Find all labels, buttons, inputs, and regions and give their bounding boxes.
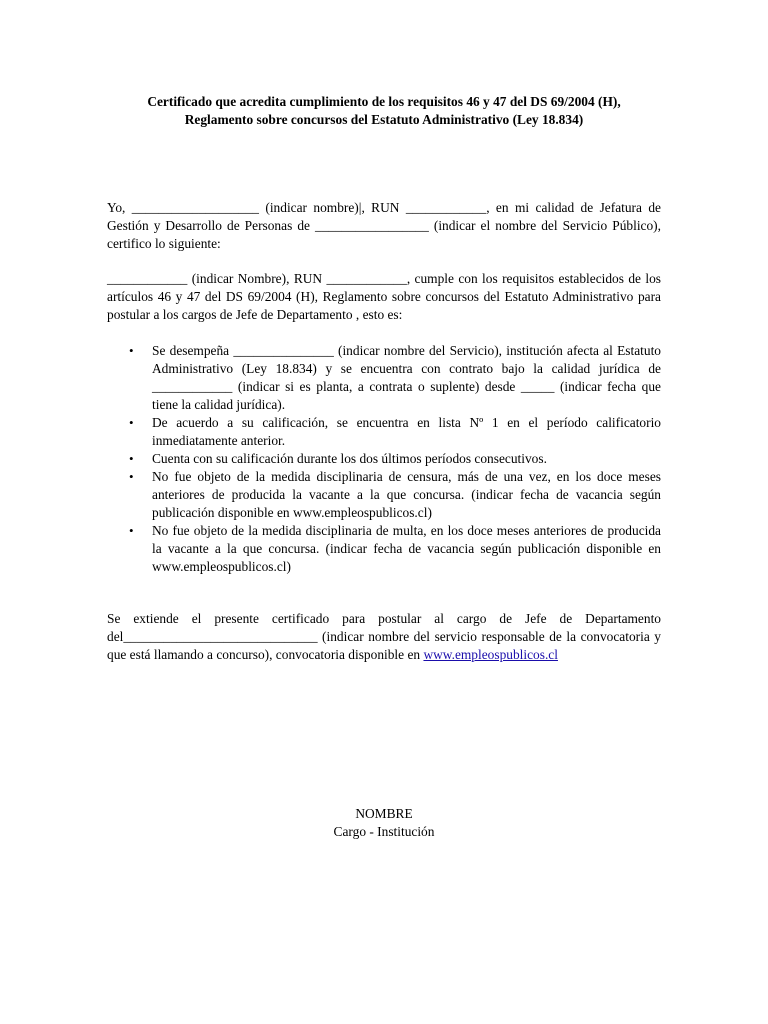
- signature-name: NOMBRE: [355, 806, 413, 821]
- list-item: [107, 342, 661, 414]
- closing-text: Se extiende el presente certificado para postular al cargo de Jefe de Departamento del_____________________________ (indicar nombre del servicio responsable de la convocatoria y que está llamando a concurso), convocatoria disponible en: [107, 611, 661, 662]
- list-item: [107, 450, 661, 468]
- bullet-icon: •: [129, 343, 134, 358]
- list-item: [107, 414, 661, 450]
- document-title: [100, 93, 668, 129]
- list-item-text: Se desempeña _______________ (indicar nombre del Servicio), institución afecta al Estatuto Administrativo (Ley 18.834) y se encuentra con contrato bajo la calidad jurídica de ____________ (indicar si es planta, a contrata o suplente) desde _____ (indicar fecha que tiene la calidad jurídica).: [152, 343, 661, 412]
- paragraph-candidate: ____________ (indicar Nombre), RUN ____________, cumple con los requisitos establecidos de los artículos 46 y 47 del DS 69/2004 (H), Reglamento sobre concursos del Estatuto Administrativo para postular a los cargos de Jefe de Departamento , esto es:: [107, 271, 661, 322]
- title-line-2: Reglamento sobre concursos del Estatuto Administrativo (Ley 18.834): [184, 112, 584, 127]
- list-item: [107, 522, 661, 576]
- empleospublicos-link[interactable]: www.empleospublicos.cl: [423, 647, 558, 662]
- paragraph-closing: [107, 610, 661, 664]
- requirements-list: [107, 342, 661, 576]
- bullet-icon: •: [129, 415, 134, 430]
- bullet-icon: •: [129, 469, 134, 484]
- list-item-text: No fue objeto de la medida disciplinaria de censura, más de una vez, en los doce meses anteriores de producida la vacante a la que concursa. (indicar fecha de vacancia según publicación disponible en www.empleospublicos.cl): [152, 469, 661, 520]
- list-item: [107, 468, 661, 522]
- list-item-text: No fue objeto de la medida disciplinaria de multa, en los doce meses anteriores de producida la vacante a la que concursa. (indicar fecha de vacancia según publicación disponible en www.empleospublicos.cl): [152, 523, 661, 574]
- bullet-icon: •: [129, 451, 134, 466]
- signature-cargo: Cargo - Institución: [333, 824, 435, 839]
- list-item-text: De acuerdo a su calificación, se encuentra en lista Nº 1 en el período calificatorio inmediatamente anterior.: [152, 415, 661, 448]
- list-item-text: Cuenta con su calificación durante los dos últimos períodos consecutivos.: [152, 451, 547, 466]
- bullet-icon: •: [129, 523, 134, 538]
- paragraph-declarant: Yo, ___________________ (indicar nombre)|, RUN ____________, en mi calidad de Jefatura de Gestión y Desarrollo de Personas de _________________ (indicar el nombre del Servicio Público), certifico lo siguiente:: [107, 200, 661, 251]
- title-line-1: Certificado que acredita cumplimiento de los requisitos 46 y 47 del DS 69/2004 (H),: [147, 94, 621, 109]
